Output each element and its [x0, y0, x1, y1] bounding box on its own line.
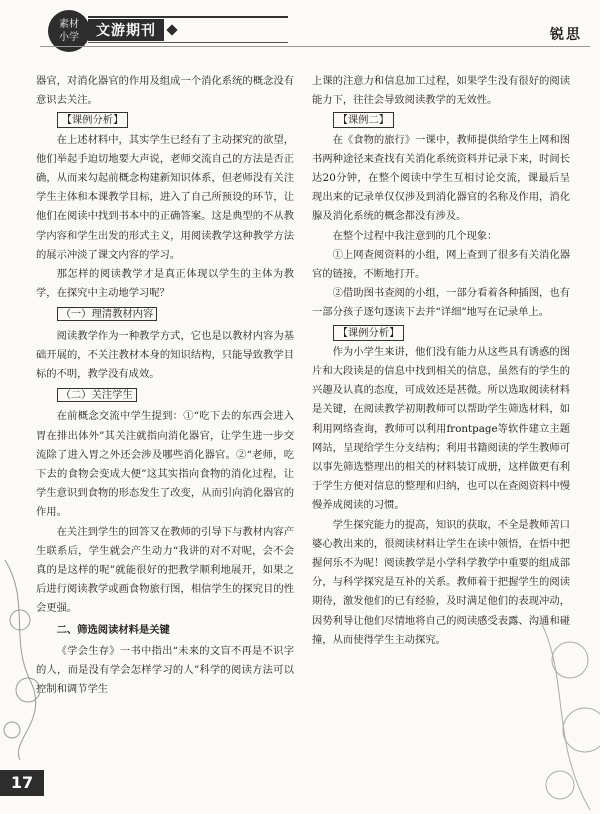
paragraph: 在关注到学生的回答又在教师的引导下与教材内容产生联系后，学生就会产生动力“我讲的对不对呢，会不会真的是这样的呢”就能很好的把教学顺利地展开，如果之后进行阅读教学或画食物旅行图，相信学生的探究目的性会更强。	[36, 525, 294, 615]
paragraph: ②借助图书查阅的小组，一部分看着各种插图，也有一部分孩子逐句逐读下去并“详细”地写在记录单上。	[312, 287, 570, 319]
case-tag-row	[312, 110, 570, 130]
paragraph: 在《食物的旅行》一课中，教师提供给学生上网和图书两种途径来查找有关消化系统资料并记录下来，时间长达20分钟，在整个阅读中学生互相讨论交流，课最后呈现出来的记录单仅仅涉及到消化器官的名称及作用，消化腺及消化系统的概念都没有涉及。	[312, 133, 570, 223]
section-heading	[36, 386, 294, 405]
right-column	[312, 72, 570, 650]
logo-top-text: 素材	[59, 19, 79, 30]
paragraph: 在上述材料中，其实学生已经有了主动探究的欲望，他们举起手迫切地要大声说，老师交流自己的方法是否正确，从而来勾起前概念构建新知识体系，但老师没有关注学生主体和本课教学目标，进入了自己所预设的环节，让他们在阅读中找到书本中的正确答案。这是典型的不从教学内容和学生出发的形式主义，用阅读教学这种教学方法的展示冲淡了课文内容的学习。	[36, 133, 294, 261]
section-name: 锐思	[550, 27, 582, 43]
paragraph: 那怎样的阅读教学才是真正体现以学生的主体为教学，在探究中主动地学习呢？	[36, 268, 294, 300]
page-header	[0, 0, 600, 56]
paragraph: 作为小学生来讲，他们没有能力从这些具有诱惑的图片和大段读是的信息中找到相关的信息，虽然有的学生的兴趣及认真的态度，可成效还是甚微。所以选取阅读材料是关键，在阅读教学初期教师可以帮助学生筛选材料，如利用网络查询，教师可以利用frontpage等软件建立主题网站，呈现给学生分支结构；利用书籍阅读的学生教师可以事先筛选整理出的相关的材料装订成册，这样做更有利于学生方便对信息的整理和归纳，也可以在查阅资料中慢慢养成阅读的习惯。	[312, 345, 570, 512]
paragraph: 在前概念交流中学生提到：①“吃下去的东西会进入胃在排出体外”其关注就指向消化器官，让学生进一步交流除了进入胃之外还会涉及哪些消化器官。②“老师，吃下去的食物会变成大便”这其实指向食物的消化过程，让学生意识到食物的形态发生了改变，从而引向消化器官的作用。	[36, 410, 294, 519]
case-tag-row	[36, 110, 294, 130]
case-tag-row	[312, 323, 570, 343]
diamond-icon	[166, 24, 177, 35]
logo-bottom-text: 小学	[59, 32, 79, 43]
journal-title: 文游期刊	[88, 19, 164, 41]
case-tag: 【课例分析】	[333, 325, 405, 341]
section-heading-text: （二）关注学生	[57, 388, 137, 402]
paragraph: 阅读教学作为一种教学方式，它也是以教材内容为基础开展的，不关注教材本身的知识结构，只能导致教学目标的不明，教学没有成效。	[36, 329, 294, 381]
page-number: 17	[0, 770, 44, 796]
left-column	[36, 72, 294, 700]
paragraph: 在整个过程中我注意到的几个现象：	[332, 229, 498, 242]
section-heading-text: （一）理清教材内容	[57, 307, 158, 321]
header-divider	[40, 46, 590, 47]
paragraph: 器官，对消化器官的作用及组成一个消化系统的概念没有意识去关注。	[36, 75, 294, 107]
section-heading	[36, 621, 294, 640]
case-tag: 【课例二】	[333, 112, 394, 128]
paragraph: ①上网查阅资料的小组，网上查到了很多有关消化器官的链接，不断地打开。	[312, 248, 570, 281]
paragraph: 上课的注意力和信息加工过程，如果学生没有很好的阅读能力下，往往会导致阅读教学的无效性。	[312, 75, 570, 107]
paragraph: 学生探究能力的提高，知识的获取，不全是教师苦口婆心教出来的，很阅读材料让学生在读中领悟，在悟中把握何乐不为呢！阅读教学是小学科学教学中重要的组成部分，与科学探究是互补的关系。教师着于把握学生的阅读期待，激发他们的已有经验，及时满足他们的表现冲动，因势利导让他们尽情地将自己的阅读感受表露、沟通和碰撞，从而使得学生主动探究。	[312, 518, 570, 646]
floral-decoration-icon	[0, 560, 46, 760]
paragraph: 《学会生存》一书中指出“未来的文盲不再是不识字的人，而是没有学会怎样学习的人”科学的阅读方法可以控制和调节学生	[36, 644, 294, 696]
section-heading	[36, 305, 294, 324]
journal-title-bar	[88, 16, 288, 43]
flower-decoration-icon	[530, 620, 600, 810]
case-tag: 【课例分析】	[57, 112, 129, 128]
section-heading-text: 二、筛选阅读材料是关键	[56, 623, 170, 636]
